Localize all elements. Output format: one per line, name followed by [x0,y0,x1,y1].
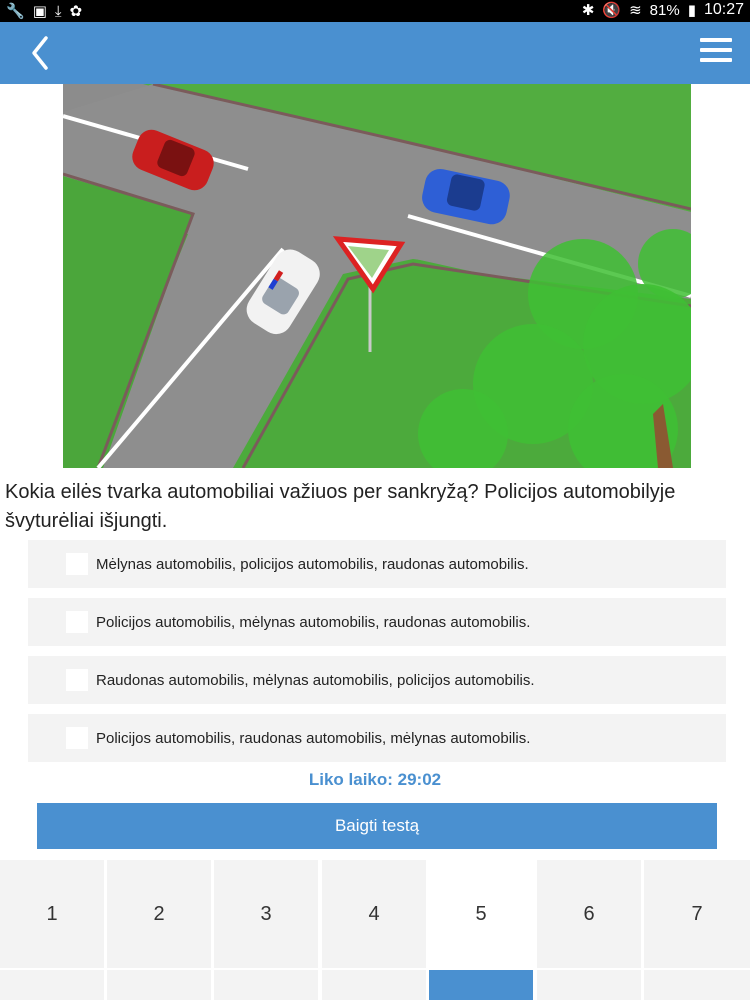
status-icons-right [582,1,744,19]
question-nav-5[interactable]: 5 [429,860,533,968]
clock: 10:27 [703,1,744,18]
answer-checkbox[interactable] [66,727,88,749]
finish-test-button[interactable]: Baigti testą [37,803,717,849]
battery-icon: ▮ [687,2,696,19]
answer-checkbox[interactable] [66,553,88,575]
answer-option-4[interactable] [28,714,726,762]
answer-option-1[interactable] [28,540,726,588]
question-navigator [0,858,750,1000]
answer-checkbox[interactable] [66,611,88,633]
download-icon: ⤓ [54,2,62,20]
answer-label: Policijos automobilis, mėlynas automobilis, raudonas automobilis. [96,613,531,631]
wifi-icon: ≋ [629,2,642,19]
intersection-illustration [63,84,691,468]
current-question-indicator [429,970,533,1000]
wrench-icon: 🔧 [6,3,25,20]
question-nav-2[interactable]: 2 [107,860,211,968]
question-nav-7[interactable]: 7 [644,860,750,968]
answer-label: Policijos automobilis, raudonas automobilis, mėlynas automobilis. [96,729,531,747]
back-button[interactable] [22,32,62,74]
question-nav-cell[interactable] [644,970,750,1000]
answer-label: Raudonas automobilis, mėlynas automobilis, policijos automobilis. [96,671,535,689]
hamburger-menu-icon[interactable] [700,38,732,68]
question-nav-cell[interactable] [537,970,641,1000]
question-nav-cell[interactable] [0,970,104,1000]
app-header [0,22,750,84]
app-icon: ✿ [69,3,83,20]
status-bar [0,0,750,22]
answer-list [28,540,726,772]
image-icon: ▣ [32,3,47,20]
answer-checkbox[interactable] [66,669,88,691]
question-image [63,84,691,468]
bluetooth-icon: ✱ [581,2,595,19]
time-remaining: Liko laiko: 29:02 [308,770,442,789]
mute-icon: 🔇 [602,2,622,19]
question-nav-cell[interactable] [214,970,318,1000]
question-nav-6[interactable]: 6 [537,860,641,968]
status-icons-left [6,2,82,20]
question-nav-cell[interactable] [107,970,211,1000]
battery-level: 81% [649,1,680,19]
question-text: Kokia eilės tvarka automobiliai važiuos per sankryžą? Policijos automobilyje švyturėliai išjungti. [5,481,676,532]
question-nav-4[interactable]: 4 [322,860,426,968]
question-nav-1[interactable]: 1 [0,860,104,968]
answer-label: Mėlynas automobilis, policijos automobilis, raudonas automobilis. [96,555,529,573]
question-nav-3[interactable]: 3 [214,860,318,968]
answer-option-3[interactable] [28,656,726,704]
answer-option-2[interactable] [28,598,726,646]
chevron-left-icon [22,32,62,74]
question-nav-cell[interactable] [322,970,426,1000]
